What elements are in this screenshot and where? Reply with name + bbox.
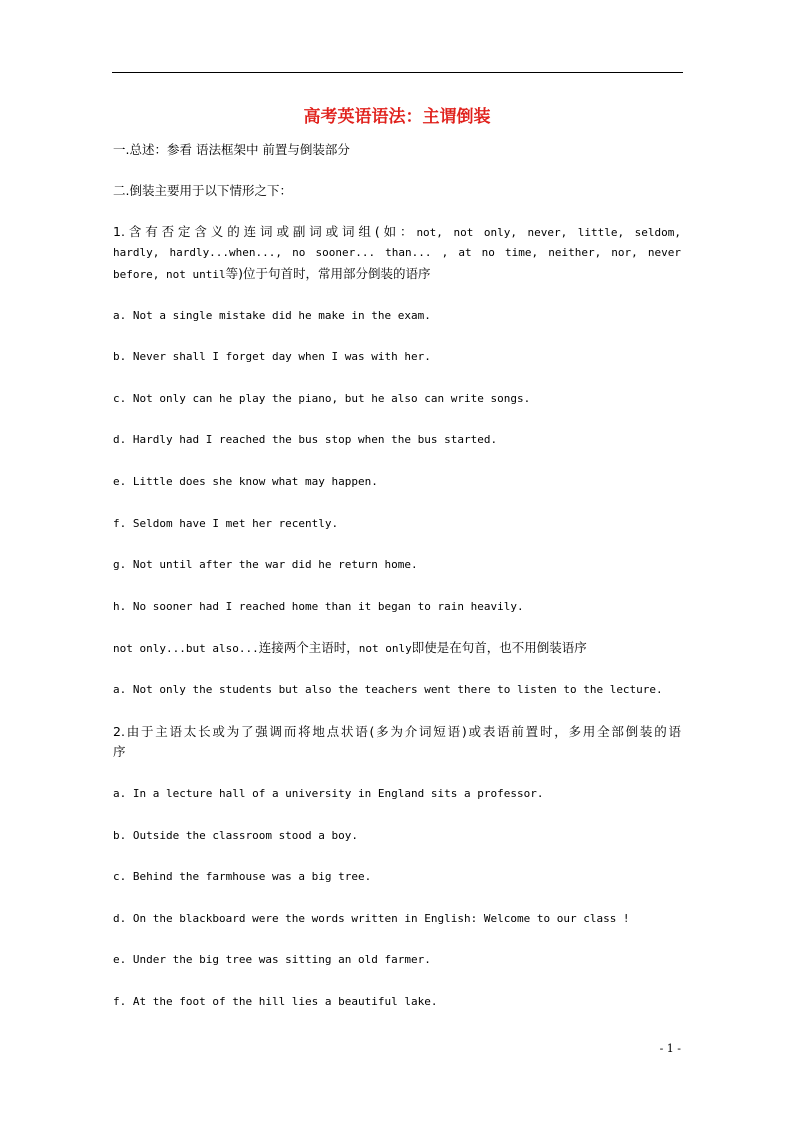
overview-line: 一.总述：参看 语法框架中 前置与倒装部分: [113, 142, 350, 157]
rule2-line2: 序: [113, 744, 126, 759]
example-2c: c. Behind the farmhouse was a big tree.: [113, 870, 372, 883]
example-1f: f. Seldom have I met her recently.: [113, 517, 339, 530]
rule1-line3-words: before, not until: [113, 268, 226, 281]
example-2f: f. At the foot of the hill lies a beautiful lake.: [113, 995, 438, 1008]
rule2-line1: 2.由于主语太长或为了强调而将地点状语(多为介词短语)或表语前置时，多用全部倒装的语: [113, 724, 681, 739]
example-2e: e. Under the big tree was sitting an old farmer.: [113, 953, 431, 966]
note-text1: 连接两个主语时，: [258, 640, 359, 655]
example-1e: e. Little does she know what may happen.: [113, 475, 378, 488]
not-only-note: [113, 638, 681, 659]
note-text2: 即使是在句首，也不用倒装语序: [411, 640, 587, 655]
rule1-line1: [113, 222, 681, 243]
example-1h: h. No sooner had I reached home than it began to rain heavily.: [113, 600, 524, 613]
example-2a: a. In a lecture hall of a university in England sits a professor.: [113, 787, 544, 800]
note-words2: not only: [358, 642, 412, 655]
header-rule: [112, 72, 683, 73]
example-1b: b. Never shall I forget day when I was with her.: [113, 350, 431, 363]
rule1-line1-words: not, not only, never, little, seldom,: [416, 226, 681, 239]
rule1-line3: [113, 264, 681, 285]
example-1c: c. Not only can he play the piano, but he also can write songs.: [113, 392, 531, 405]
rule1-line2: hardly, hardly...when..., no sooner... than... , at no time, neither, nor, never: [113, 246, 681, 259]
example-1g: g. Not until after the war did he return home.: [113, 558, 418, 571]
rule1-line3-suffix: 等)位于句首时，常用部分倒装的语序: [225, 266, 431, 281]
page-number: - 1 -: [659, 1042, 681, 1055]
note-example: a. Not only the students but also the teachers went there to listen to the lecture.: [113, 683, 663, 696]
example-2b: b. Outside the classroom stood a boy.: [113, 829, 359, 842]
example-1a: a. Not a single mistake did he make in the exam.: [113, 309, 431, 322]
example-2d: d. On the blackboard were the words written in English: Welcome to our class !: [113, 912, 630, 925]
example-1d: d. Hardly had I reached the bus stop when the bus started.: [113, 433, 498, 446]
note-words1: not only...but also...: [113, 642, 259, 655]
section-two-heading: 二.倒装主要用于以下情形之下：: [113, 183, 292, 198]
rule1-line1-prefix: 1.含有否定含义的连词或副词或词组(如：: [113, 224, 417, 239]
document-title: 高考英语语法：主谓倒装: [303, 107, 491, 127]
